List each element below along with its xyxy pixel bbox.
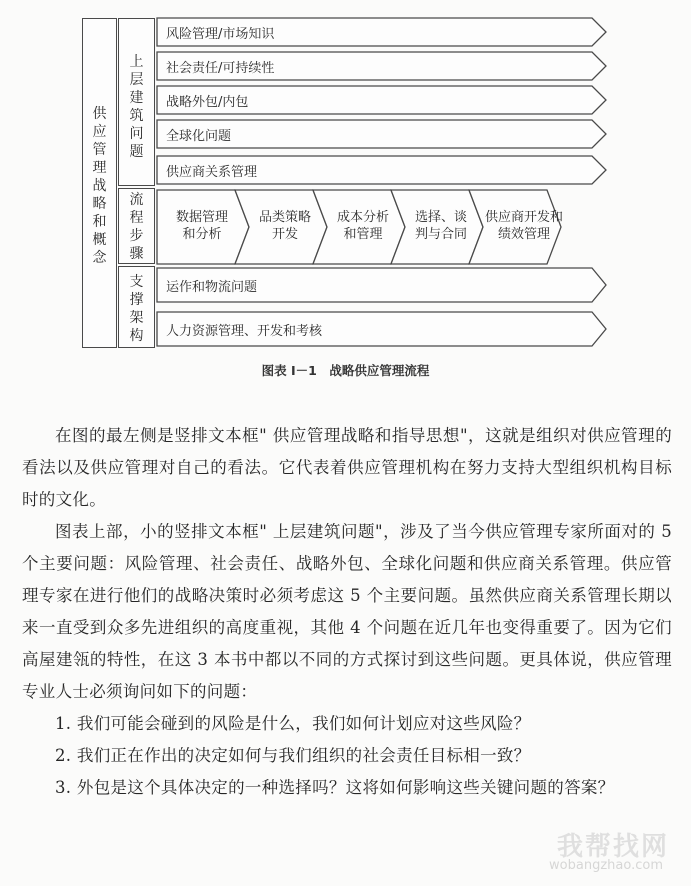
watermark-main: 我帮找网 bbox=[556, 832, 669, 862]
top-bar-5-label: 供应商关系管理 bbox=[166, 165, 258, 180]
bottom-group-label: 支 撑 架 构 bbox=[129, 274, 144, 344]
process-step-3-label: 成本分析 和管理 bbox=[336, 210, 389, 242]
watermark-sub: wobangzhao.com bbox=[549, 858, 663, 873]
middle-group-label: 流 程 步 骤 bbox=[129, 192, 144, 262]
body-text bbox=[22, 420, 672, 804]
process-step-1-label: 数据管理 和分析 bbox=[175, 210, 228, 242]
top-bar-4-label: 全球化问题 bbox=[166, 129, 232, 144]
diagram-label-layer bbox=[0, 0, 691, 352]
watermark bbox=[467, 824, 677, 876]
diagram-caption: 图表 I－1 战略供应管理流程 bbox=[261, 363, 430, 378]
top-bar-1-label: 风险管理/市场知识 bbox=[166, 27, 275, 42]
top-bar-3-label: 战略外包/内包 bbox=[166, 95, 249, 110]
paragraph-2: 图表上部，小的竖排文本框" 上层建筑问题"，涉及了当今供应管理专家所面对的 5 个主要问题：风险管理、社会责任、战略外包、全球化问题和供应商关系管理。供应管理专家在进行他们的战略决策时必须考虑这 5 个主要问题。虽然供应商关系管理长期以来一直受到众多先进组织的高度重视，其他 4 个问题在近几年也变得重要了。因为它们高屋建瓴的特性，在这 3 本书中都以不同的方式探讨到这些问题。更具体说，供应管理专业人士必须询问如下的问题： bbox=[22, 522, 672, 701]
outer-strategy-label: 供 应 管 理 战 略 和 概 念 bbox=[92, 106, 107, 266]
list-item-2: 2. 我们正在作出的决定如何与我们组织的社会责任目标相一致？ bbox=[55, 746, 531, 765]
top-group-label: 上 层 建 筑 问 题 bbox=[129, 54, 144, 160]
bottom-bar-2-label: 人力资源管理、开发和考核 bbox=[166, 324, 323, 339]
list-item-1: 1. 我们可能会碰到的风险是什么，我们如何计划应对这些风险？ bbox=[55, 714, 531, 733]
bottom-bar-1-label: 运作和物流问题 bbox=[166, 280, 258, 295]
top-bar-2-label: 社会责任/可持续性 bbox=[166, 61, 275, 76]
paragraph-1: 在图的最左侧是竖排文本框" 供应管理战略和指导思想"，这就是组织对供应管理的看法以及供应管理对自己的看法。它代表着供应管理机构在努力支持大型组织机构目标时的文化。 bbox=[22, 426, 672, 509]
process-step-2-label: 品类策略 开发 bbox=[258, 210, 311, 242]
process-step-5-label: 供应商开发和 绩效管理 bbox=[484, 210, 563, 242]
list-item-3: 3. 外包是这个具体决定的一种选择吗？这将如何影响这些关键问题的答案？ bbox=[55, 778, 615, 797]
process-step-4-label: 选择、谈 判与合同 bbox=[414, 210, 467, 242]
supply-management-diagram bbox=[0, 0, 691, 352]
